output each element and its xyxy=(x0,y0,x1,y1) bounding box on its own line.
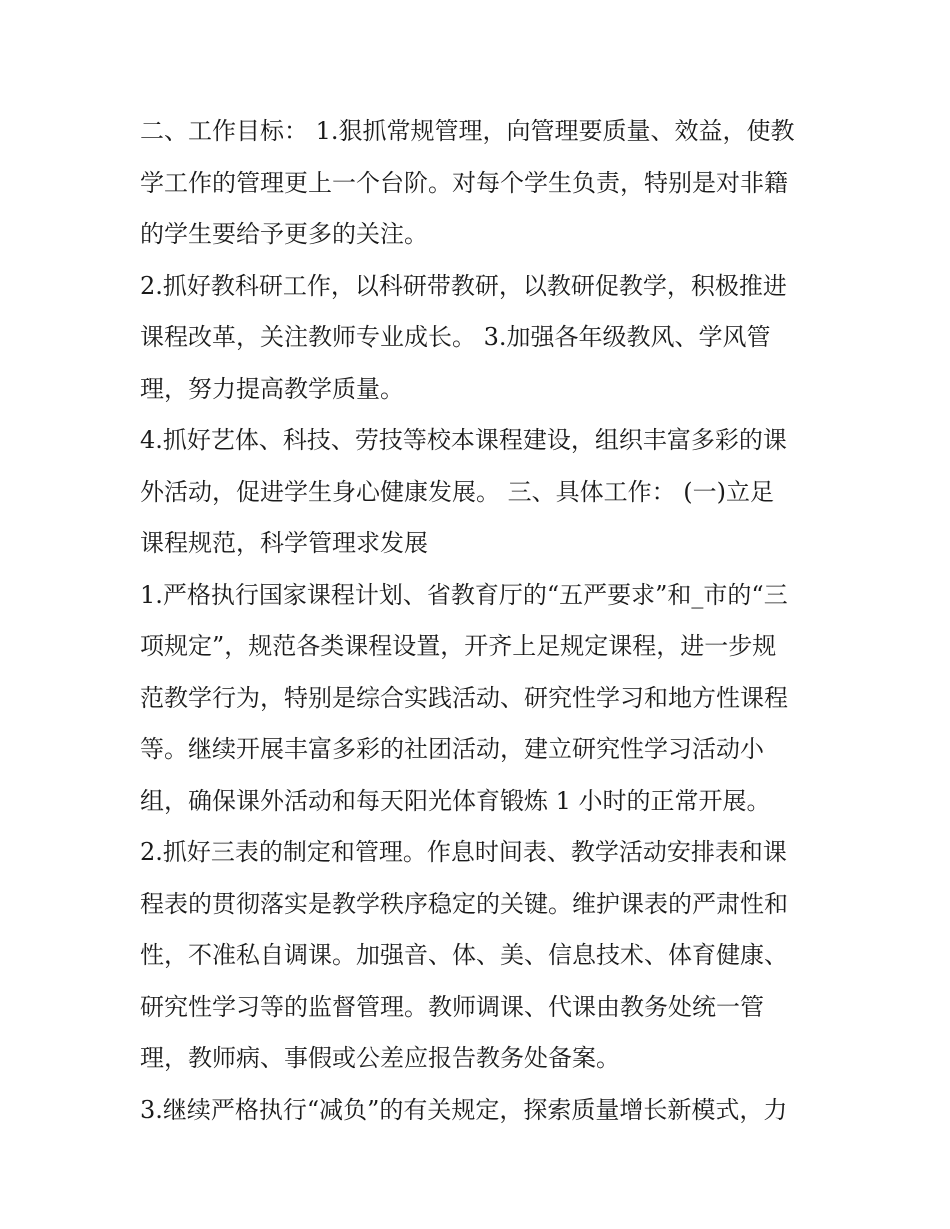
text-line: 性，不准私自调课。加强音、体、美、信息技术、体育健康、 xyxy=(140,941,788,969)
text-line: 范教学行为，特别是综合实践活动、研究性学习和地方性课程 xyxy=(140,683,788,712)
text-line: 研究性学习等的监督管理。教师调课、代课由教务处统一管 xyxy=(140,992,764,1021)
text-line: 2.抓好三表的制定和管理。作息时间表、教学活动安排表和课 xyxy=(140,838,787,866)
text-line: 二、工作目标： 1.狠抓常规管理，向管理要质量、效益，使教 xyxy=(140,117,795,145)
text-line: 等。继续开展丰富多彩的社团活动，建立研究性学习活动小 xyxy=(140,735,764,763)
text-line: 的学生要给予更多的关注。 xyxy=(140,220,428,248)
text-line: 外活动，促进学生身心健康发展。 三、具体工作： (一)立足 xyxy=(140,477,774,506)
text-line: 2.抓好教科研工作，以科研带教研，以教研促教学，积极推进 xyxy=(140,271,787,300)
text-line: 3.继续严格执行“减负”的有关规定，探索质量增长新模式，力 xyxy=(140,1095,788,1124)
text-line: 课程规范，科学管理求发展 xyxy=(140,529,428,557)
text-line: 4.抓好艺体、科技、劳技等校本课程建设，组织丰富多彩的课 xyxy=(140,426,787,454)
text-line: 学工作的管理更上一个台阶。对每个学生负责，特别是对非籍 xyxy=(140,168,788,197)
text-line: 1.严格执行国家课程计划、省教育厅的“五严要求”和_市的“三 xyxy=(140,580,788,609)
text-line: 程表的贯彻落实是教学秩序稳定的关键。维护课表的严肃性和 xyxy=(140,889,788,918)
text-line: 组，确保课外活动和每天阳光体育锻炼 1 小时的正常开展。 xyxy=(140,786,771,815)
text-line: 课程改革，关注教师专业成长。 3.加强各年级教风、学风管 xyxy=(140,323,771,351)
text-line: 理，努力提高教学质量。 xyxy=(140,374,404,403)
document-body xyxy=(140,106,812,1136)
text-line: 理，教师病、事假或公差应报告教务处备案。 xyxy=(140,1044,620,1072)
text-line: 项规定”，规范各类课程设置，开齐上足规定课程，进一步规 xyxy=(140,632,777,660)
